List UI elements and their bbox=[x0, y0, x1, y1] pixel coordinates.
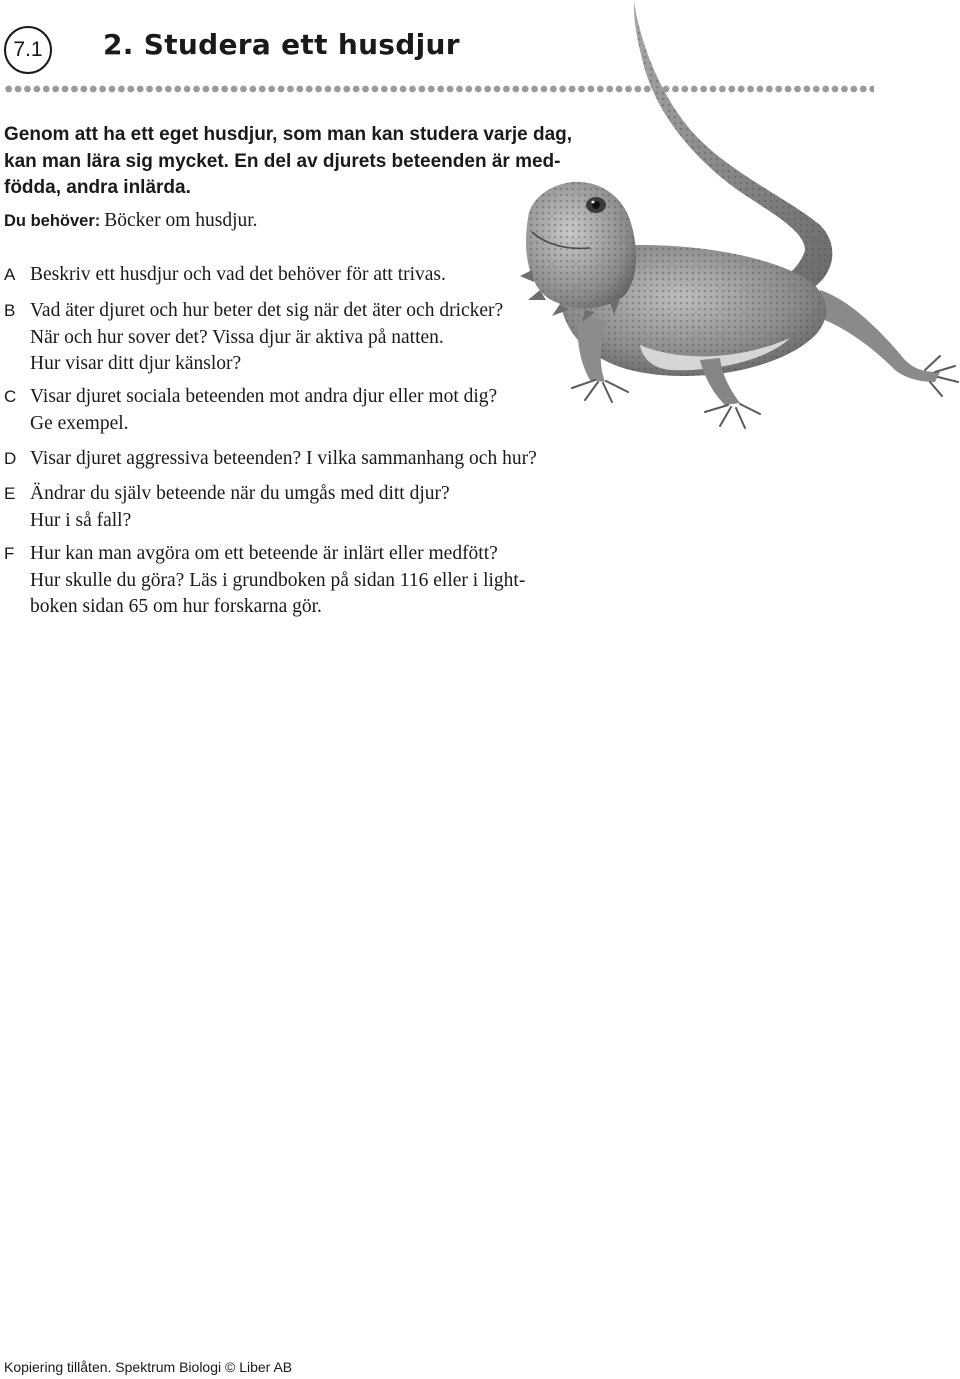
question-line: Hur skulle du göra? Läs i grundboken på sidan 116 eller i light- bbox=[30, 569, 526, 591]
question-letter: A bbox=[4, 265, 16, 284]
question-text bbox=[30, 384, 497, 437]
intro-paragraph bbox=[4, 122, 573, 202]
bearded-dragon-lizard-photo bbox=[510, 0, 960, 440]
materials-line bbox=[4, 206, 258, 237]
question-letter: F bbox=[4, 544, 15, 563]
question-letter: E bbox=[4, 484, 16, 503]
question-text bbox=[30, 298, 503, 378]
question-line: Hur i så fall? bbox=[30, 509, 132, 531]
question-line: Visar djuret sociala beteenden mot andra djur eller mot dig? bbox=[30, 386, 498, 407]
intro-line: födda, andra inlärda. bbox=[4, 177, 191, 198]
question-line: Ge exempel. bbox=[30, 412, 129, 434]
question-text bbox=[30, 262, 446, 289]
question-letter: B bbox=[4, 301, 16, 320]
copyright-footer: Kopiering tillåten. Spektrum Biologi © Liber AB bbox=[4, 1359, 293, 1375]
section-number: 7.1 bbox=[13, 38, 43, 61]
question-line: Beskriv ett husdjur och vad det behöver för att trivas. bbox=[30, 264, 446, 285]
page-title: 2. Studera ett husdjur bbox=[103, 28, 460, 61]
section-number-badge bbox=[4, 26, 52, 74]
question-line: Hur visar ditt djur känslor? bbox=[30, 353, 242, 374]
question-letter: C bbox=[4, 387, 17, 406]
intro-line: Genom att ha ett eget husdjur, som man kan studera varje dag, bbox=[4, 124, 573, 145]
materials-label: Du behöver: bbox=[4, 212, 101, 230]
question-text bbox=[30, 446, 537, 473]
question-line: Hur kan man avgöra om ett beteende är inlärt eller medfött? bbox=[30, 543, 498, 564]
question-line: Visar djuret aggressiva beteenden? I vilka sammanhang och hur? bbox=[30, 448, 537, 469]
question-text bbox=[30, 541, 525, 621]
question-line: Ändrar du själv beteende när du umgås med ditt djur? bbox=[30, 483, 450, 504]
question-text bbox=[30, 481, 450, 534]
question-line: boken sidan 65 om hur forskarna gör. bbox=[30, 596, 322, 617]
question-line: Vad äter djuret och hur beter det sig när det äter och dricker? bbox=[30, 300, 504, 321]
question-line: När och hur sover det? Vissa djur är aktiva på natten. bbox=[30, 326, 444, 348]
materials-value: Böcker om husdjur. bbox=[104, 210, 258, 231]
question-letter: D bbox=[4, 449, 17, 468]
intro-line: kan man lära sig mycket. En del av djurets beteenden är med- bbox=[4, 150, 561, 172]
